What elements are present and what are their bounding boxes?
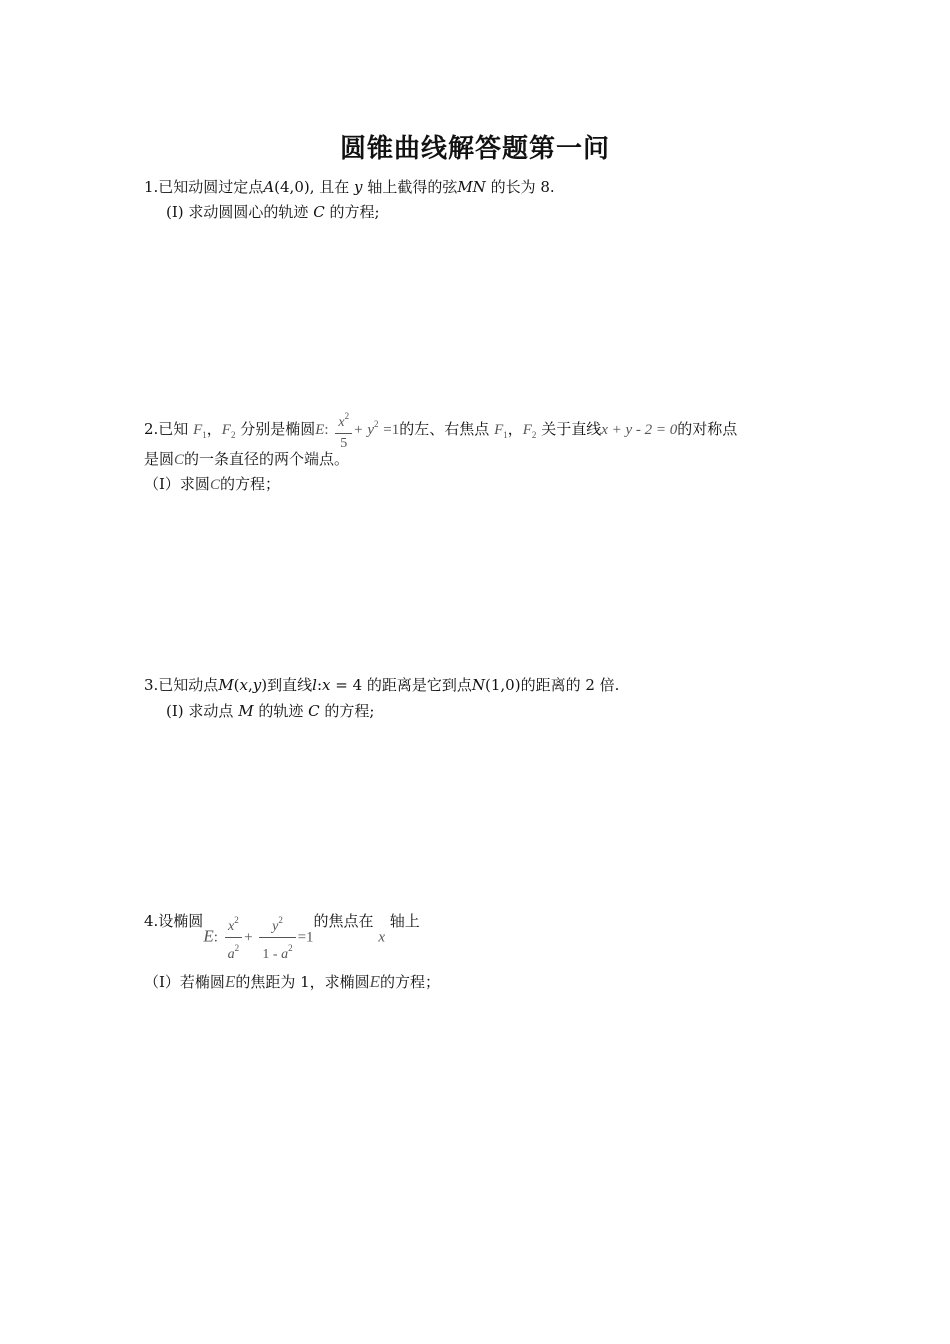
q4-a-var: a [227,947,235,962]
q2-subscript: 1 [503,430,508,440]
question-3-part-1 [166,701,374,721]
q2-subscript: 2 [230,430,236,440]
q2-exponent: 2 [344,411,350,421]
q2-circle-c: C [174,452,185,468]
q3-point-m: M [218,676,234,694]
q2-y-var: y [367,422,375,438]
q2-focus-f1: F [494,422,504,438]
q2-text-part: 的一条直径的两个端点。 [184,450,350,468]
q2-text-part: 分别是椭圆 [240,420,316,438]
q2-focus-f1: F [193,422,203,438]
q4-exponent: 2 [234,915,239,925]
q2-subscript: 1 [202,430,207,440]
q2-text-part: 是圆 [144,450,175,468]
q2-fraction [335,406,352,454]
q2-ellipse-e: E [315,422,325,438]
question-2-part-1 [144,474,280,495]
page-title: 圆锥曲线解答题第一问 [339,134,610,164]
q4-sub-text: 的方程； [380,973,441,991]
q3-sub-text: (Ⅰ) 求动点 [166,702,234,720]
q3-text-part: )到直线 [261,676,313,694]
q4-equals-one: =1 [297,929,314,946]
q3-text-part: 3.已知动点 [144,676,219,694]
q1-curve-c: C [313,203,325,221]
q1-text-part: 的长为 8. [490,178,555,196]
q2-subscript: 2 [531,430,537,440]
question-4-part-1 [144,972,440,992]
q2-focus-f2: F [221,422,231,438]
q2-equals-one: =1 [383,422,400,438]
q4-colon: : [213,929,218,946]
q2-plus: + [354,422,363,438]
q4-sub-text: （Ⅰ）若椭圆 [144,973,225,991]
q4-text-part: 的焦点在 [313,912,374,930]
q4-a-var: a [281,947,289,962]
q3-line-l: l [312,676,317,694]
q2-focus-f2: F [522,422,532,438]
q2-circle-c: C [209,477,220,493]
q4-fraction-1 [225,910,243,965]
q4-exponent: 2 [288,943,293,953]
question-2-text [144,406,737,454]
q3-curve-c: C [308,702,320,720]
q4-x-var: x [228,919,235,934]
q1-sub-text: 的方程; [329,203,380,221]
question-4-text [144,910,420,965]
q2-text-part: 2.已知 [144,420,189,438]
q4-one-minus: 1 - [262,947,282,962]
q3-text-part: = 4 的距离是它到点 [330,676,472,694]
q2-text-part: 关于直线 [541,420,602,438]
q4-ellipse-e: E [203,926,214,946]
q2-sub-text: 的方程； [219,475,280,493]
q3-comma: , [248,676,253,694]
q2-sub-text: （Ⅰ）求圆 [144,475,210,493]
q1-sub-text: (Ⅰ) 求动圆圆心的轨迹 [166,203,309,221]
q4-y-var: y [272,919,279,934]
q1-text-part: 1.已知动圆过定点 [144,178,264,196]
q3-sub-text: 的方程; [324,702,375,720]
q1-text-part: (4,0), 且在 [274,178,350,196]
q2-colon: : [324,422,329,438]
q4-ellipse-e: E [369,972,381,991]
q3-point-n: N [471,676,486,694]
q3-x-var: x [322,676,331,694]
q3-text-part: ( [233,676,240,694]
q4-fraction-2 [259,910,295,965]
question-1-text [144,177,555,197]
q4-text-part: 4.设椭圆 [144,912,204,930]
q4-exponent: 2 [234,943,240,953]
q4-ellipse-e: E [224,972,236,991]
q1-chord-mn: MN [457,178,486,196]
q3-text-part: (1,0)的距离的 2 倍. [485,676,620,694]
q2-comma: ， [206,420,222,438]
q2-denominator: 5 [335,433,352,454]
q2-text-part: 的对称点 [677,420,738,438]
q1-text-part: 轴上截得的弦 [367,178,458,196]
q3-y-var: y [252,676,262,694]
q2-line-equation: x + y - 2 = 0 [601,422,678,438]
q3-colon: : [316,676,322,694]
q1-point-a: A [263,178,275,196]
q4-exponent: 2 [278,915,283,925]
q2-exponent: 2 [374,419,379,429]
question-3-text [144,675,619,695]
q3-sub-text: 的轨迹 [258,702,304,720]
q4-x-axis-var: x [378,929,386,946]
q2-comma: ， [507,420,523,438]
q4-plus: + [244,929,253,946]
question-1-part-1 [166,202,380,222]
q4-text-part: 轴上 [389,912,420,930]
q1-y-var: y [354,178,363,196]
q2-text-part: 的左、右焦点 [399,420,490,438]
question-2-text-cont [144,449,349,470]
q4-sub-text: 的焦距为 1，求椭圆 [235,973,370,991]
q3-point-m: M [238,702,254,720]
q3-x-var: x [239,676,248,694]
q2-x-var: x [338,415,345,430]
